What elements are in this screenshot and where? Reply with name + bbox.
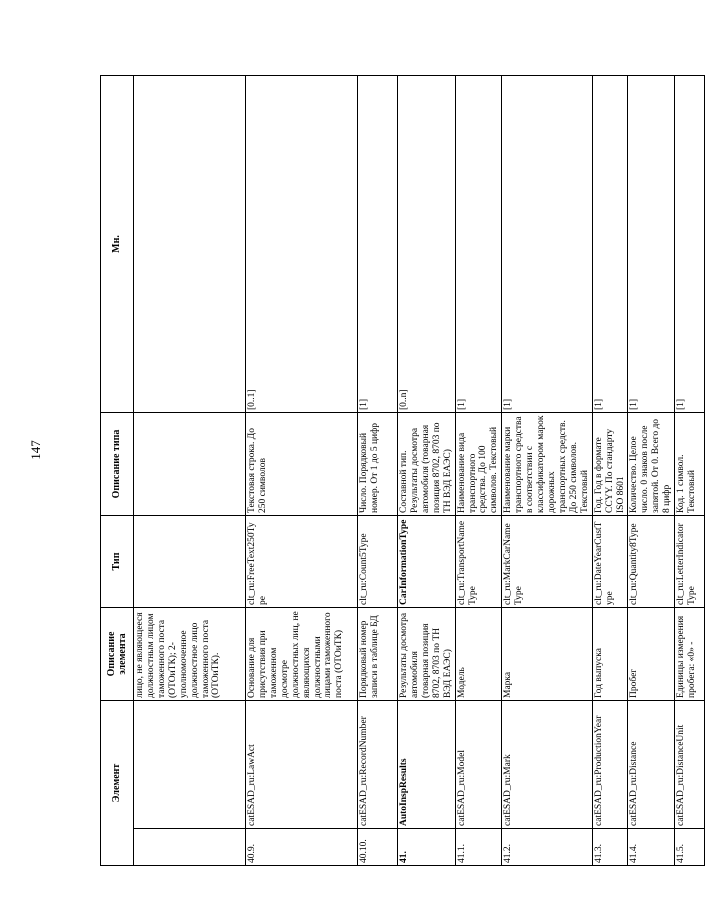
row-multiplicity: [0..n]	[398, 76, 456, 413]
table-row	[592, 76, 628, 866]
row-multiplicity	[134, 76, 246, 413]
header-type: Тип	[101, 516, 134, 608]
table-row	[398, 76, 456, 866]
row-multiplicity: [1]	[502, 76, 592, 413]
row-type-description: Наименование марки транспортного средства в соответствии с классификатором марок дорожных транспортных средств. До 250 символов. Текстовый	[502, 413, 592, 516]
row-element: catESAD_ru:Model	[455, 701, 502, 829]
row-type: clt_ru:TransportNameType	[455, 516, 502, 608]
header-description: Описание элемента	[101, 608, 134, 701]
page-number: 147	[28, 440, 43, 460]
row-type-description: Наименование вида транспортного средства. До 100 символов. Текстовый	[455, 413, 502, 516]
data-table	[100, 75, 705, 866]
row-type: clt_ru:Count5Type	[358, 516, 398, 608]
row-type: clt_ru:DateYearCustType	[592, 516, 628, 608]
table-row	[675, 76, 705, 866]
row-element: catESAD_ru:Mark	[502, 701, 592, 829]
row-number: 41.5.	[675, 829, 705, 866]
row-description: Результаты досмотра автомобиля (товарная позиция 8702, 8703 по ТН ВЭД ЕАЭС)	[398, 608, 456, 701]
row-element: catESAD_ru:ProductionYear	[592, 701, 628, 829]
table-row	[455, 76, 502, 866]
header-type-description: Описание типа	[101, 413, 134, 516]
table-row	[134, 76, 246, 866]
row-number: 41.3.	[592, 829, 628, 866]
row-multiplicity: [0..1]	[246, 76, 358, 413]
row-description: Марка	[502, 608, 592, 701]
row-multiplicity: [1]	[358, 76, 398, 413]
row-number	[134, 829, 246, 866]
row-description: Порядковый номер записи в таблице БД	[358, 608, 398, 701]
row-type-description: Число. Порядковый номер. От 1 до 5 цифр	[358, 413, 398, 516]
header-multiplicity: Мн.	[101, 76, 134, 413]
row-type: clt_ru:Quantity8Type	[628, 516, 675, 608]
row-element: catESAD_ru:DistanceUnit	[675, 701, 705, 829]
row-type-description: Количество. Целое число. 0 знаков после запятой. От 0. Всего до 8 цифр	[628, 413, 675, 516]
row-number: 41.4.	[628, 829, 675, 866]
row-multiplicity: [1]	[675, 76, 705, 413]
row-type	[134, 516, 246, 608]
table-row	[246, 76, 358, 866]
row-number: 41.1.	[455, 829, 502, 866]
rotated-page-content	[100, 76, 698, 866]
row-type-description: Код. 1 символ. Текстовый	[675, 413, 705, 516]
table-row	[358, 76, 398, 866]
row-multiplicity: [1]	[592, 76, 628, 413]
row-number: 41.	[398, 829, 456, 866]
row-type-description: Год. Год в формате CCYY. По стандарту ISO 8601	[592, 413, 628, 516]
row-number: 41.2.	[502, 829, 592, 866]
row-type: CarInformationType	[398, 516, 456, 608]
row-type: clt_ru:MarkCarNameType	[502, 516, 592, 608]
header-element: Элемент	[101, 701, 134, 866]
table-row	[628, 76, 675, 866]
row-description: Единицы измерения пробега: «0» -	[675, 608, 705, 701]
table-header-row	[101, 76, 134, 866]
row-number: 40.9.	[246, 829, 358, 866]
row-element: catESAD_ru:RecordNumber	[358, 701, 398, 829]
row-type: clt_ru:FreeText250Type	[246, 516, 358, 608]
row-description: Модель	[455, 608, 502, 701]
row-element: AutoInspResults	[398, 701, 456, 829]
row-element	[134, 701, 246, 829]
table-row	[502, 76, 592, 866]
row-number: 40.10.	[358, 829, 398, 866]
row-type: clt_ru:LetterIndicatorType	[675, 516, 705, 608]
row-element: catESAD_ru:Distance	[628, 701, 675, 829]
row-type-description: Составной тип. Результаты досмотра автомобиля (товарная позиция 8702, 8703 по ТН ВЭД ЕАЭС)	[398, 413, 456, 516]
row-description: Пробег	[628, 608, 675, 701]
row-description: Год выпуска	[592, 608, 628, 701]
row-element: catESAD_ru:LawAct	[246, 701, 358, 829]
row-type-description	[134, 413, 246, 516]
row-type-description: Текстовая строка. До 250 символов	[246, 413, 358, 516]
row-description: лицо, не являющееся должностным лицом таможенного поста (ОТОиТК); 2- уполномоченное должностное лицо таможенного поста (ОТОиТК).	[134, 608, 246, 701]
row-multiplicity: [1]	[455, 76, 502, 413]
row-multiplicity: [1]	[628, 76, 675, 413]
row-description: Основание для присутствия при таможенном досмотре должностных лиц, не являющихся должностными лицами таможенного поста (ОТОиТК)	[246, 608, 358, 701]
